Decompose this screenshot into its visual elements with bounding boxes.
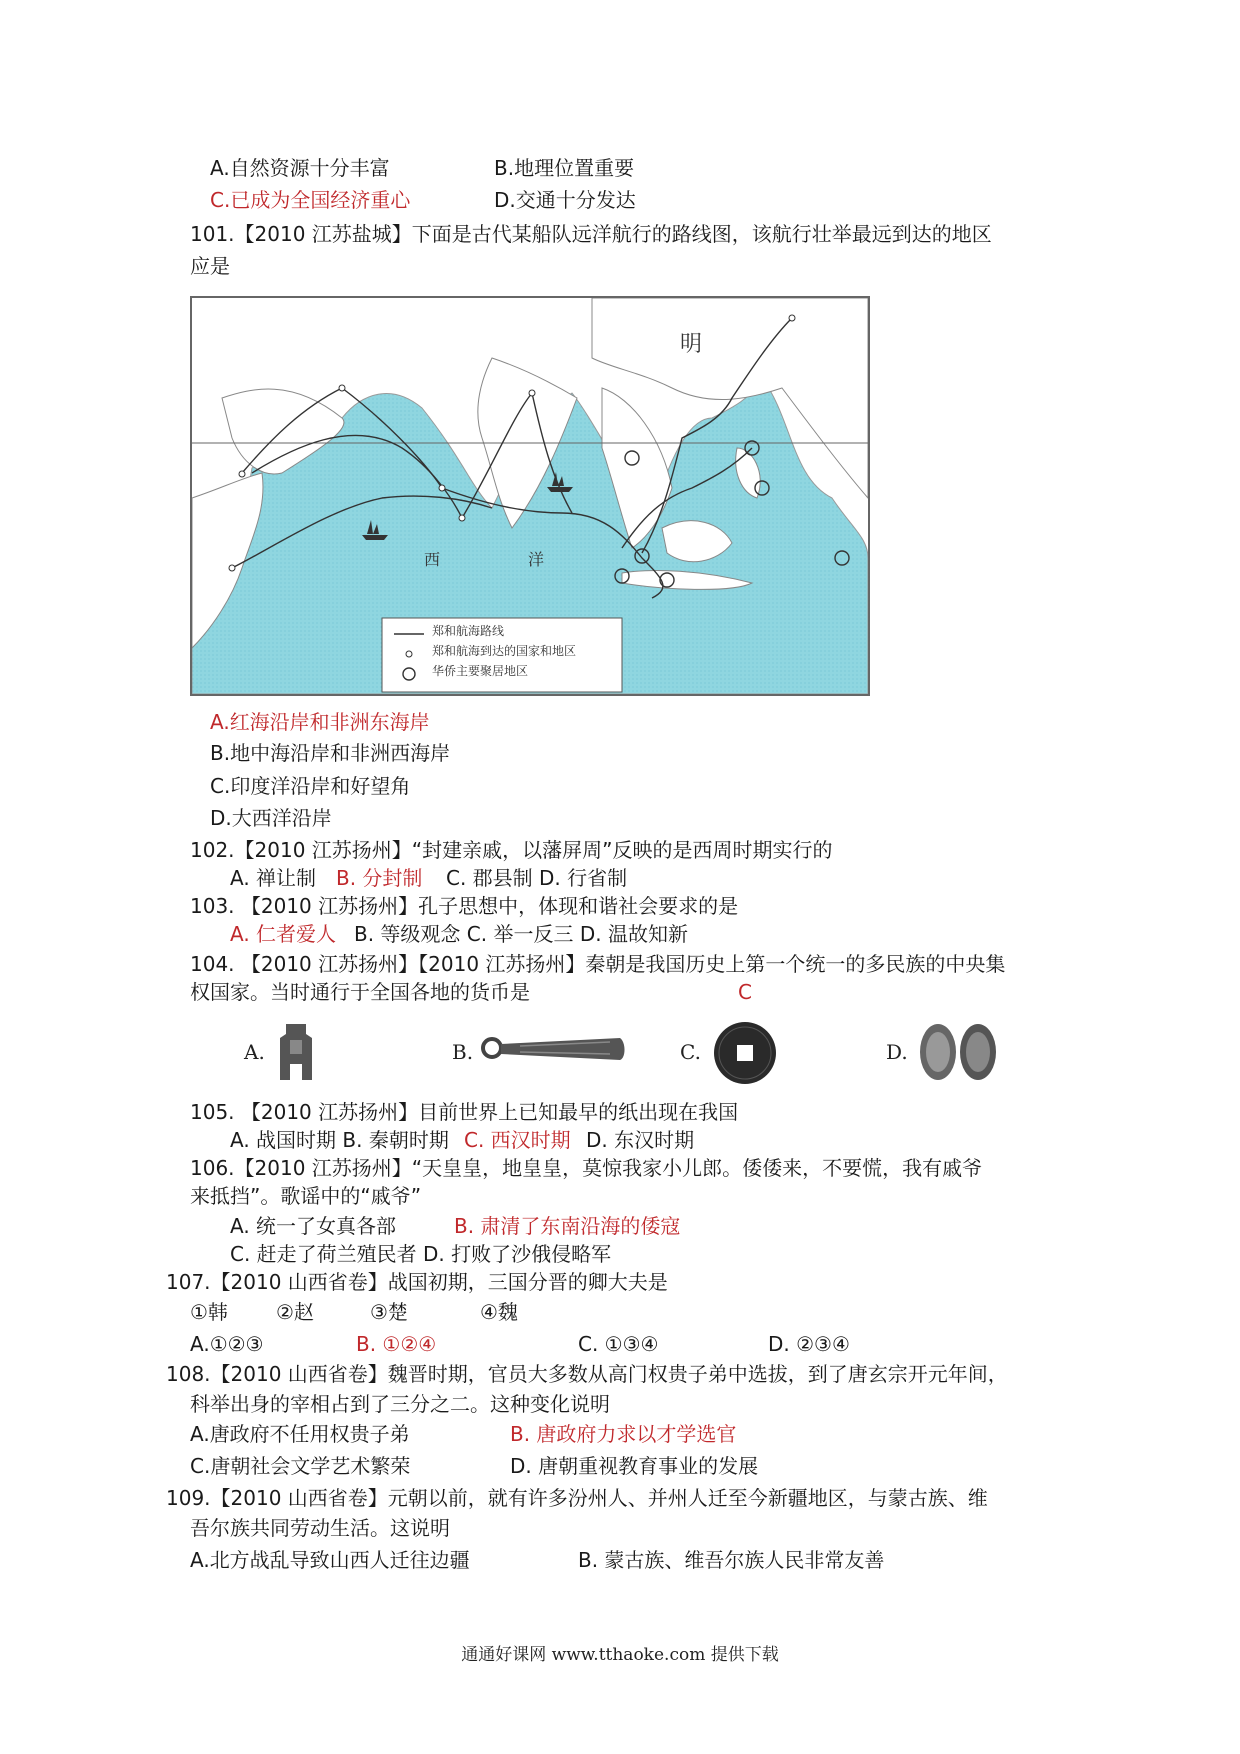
- q101-stem-line2: 应是: [190, 254, 230, 278]
- q103-stem: 103. 【2010 江苏扬州】孔子思想中，体现和谐社会要求的是: [190, 894, 739, 918]
- q105-option-d: D. 东汉时期: [586, 1128, 695, 1152]
- q109-stem-line1: 109.【2010 山西省卷】元朝以前，就有许多汾州人、并州人迁至今新疆地区，与蒙古族、维: [166, 1486, 988, 1510]
- q107-item-3: ③楚: [370, 1300, 408, 1324]
- q109-stem-line2: 吾尔族共同劳动生活。这说明: [190, 1516, 450, 1540]
- knife-coin-image: [480, 1028, 630, 1068]
- q102-option-a: A. 禅让制: [230, 866, 317, 890]
- voyage-map-svg: [192, 298, 868, 694]
- q101-option-d: D.大西洋沿岸: [210, 806, 332, 830]
- q108-option-b: B. 唐政府力求以才学选官: [510, 1422, 737, 1446]
- q104-stem-line1: 104. 【2010 江苏扬州】【2010 江苏扬州】秦朝是我国历史上第一个统一的多民族的中央集: [190, 952, 1006, 976]
- q107-option-b: B. ①②④: [356, 1332, 437, 1356]
- legend-route-label: 郑和航海路线: [432, 624, 505, 638]
- q102-option-b: B. 分封制: [336, 866, 423, 890]
- q107-option-a: A.①②③: [190, 1332, 264, 1356]
- q105-options-ab: A. 战国时期 B. 秦朝时期: [230, 1128, 449, 1152]
- q107-item-4: ④魏: [480, 1300, 518, 1324]
- spade-coin-image: [276, 1020, 316, 1084]
- q109-option-b: B. 蒙古族、维吾尔族人民非常友善: [578, 1548, 885, 1572]
- legend-reached-label: 郑和航海到达的国家和地区: [432, 644, 577, 658]
- q101-stem-line1: 101.【2010 江苏盐城】下面是古代某船队远洋航行的路线图，该航行壮举最远到达的地区: [190, 222, 992, 246]
- oval-coins-image: [916, 1020, 1002, 1084]
- map-label-west: 西: [424, 550, 441, 569]
- q106-stem-line1: 106.【2010 江苏扬州】“天皇皇，地皇皇，莫惊我家小儿郎。倭倭来，不要慌，我有戚爷: [190, 1156, 983, 1180]
- q101-option-c: C.印度洋沿岸和好望角: [210, 774, 411, 798]
- zheng-he-voyage-map: [190, 296, 870, 696]
- q108-stem-line2: 科举出身的宰相占到了三分之二。这种变化说明: [190, 1392, 610, 1416]
- q108-option-c: C.唐朝社会文学艺术繁荣: [190, 1454, 411, 1478]
- q104-stem-line2: 权国家。当时通行于全国各地的货币是: [190, 980, 530, 1004]
- q107-stem: 107.【2010 山西省卷】战国初期，三国分晋的卿大夫是: [166, 1270, 668, 1294]
- q106-option-b: B. 肃清了东南沿海的倭寇: [454, 1214, 681, 1238]
- q104-answer: C: [738, 980, 752, 1004]
- q104-option-a-label: A.: [244, 1040, 265, 1064]
- q105-option-c: C. 西汉时期: [464, 1128, 571, 1152]
- q105-stem: 105. 【2010 江苏扬州】目前世界上已知最早的纸出现在我国: [190, 1100, 739, 1124]
- q100-option-a: A.自然资源十分丰富: [210, 156, 390, 180]
- q108-option-d: D. 唐朝重视教育事业的发展: [510, 1454, 759, 1478]
- q107-option-c: C. ①③④: [578, 1332, 659, 1356]
- q104-option-c-label: C.: [680, 1040, 701, 1064]
- q107-item-2: ②赵: [276, 1300, 314, 1324]
- map-label-ming: 明: [680, 332, 703, 357]
- q102-option-cd: C. 郡县制 D. 行省制: [446, 866, 628, 890]
- map-label-ocean: 洋: [528, 550, 545, 569]
- page-footer: 通通好课网 www.tthaoke.com 提供下载: [461, 1645, 779, 1665]
- q100-option-b: B.地理位置重要: [494, 156, 635, 180]
- q108-option-a: A.唐政府不任用权贵子弟: [190, 1422, 410, 1446]
- q104-option-d-label: D.: [886, 1040, 908, 1064]
- q106-options-cd: C. 赶走了荷兰殖民者 D. 打败了沙俄侵略军: [230, 1242, 612, 1266]
- q104-option-b-label: B.: [452, 1040, 474, 1064]
- q106-option-a: A. 统一了女真各部: [230, 1214, 397, 1238]
- q100-option-c: C.已成为全国经济重心: [210, 188, 411, 212]
- q102-stem: 102.【2010 江苏扬州】“封建亲戚，以藩屏周”反映的是西周时期实行的: [190, 838, 833, 862]
- q107-item-1: ①韩: [190, 1300, 228, 1324]
- q103-options-rest: B. 等级观念 C. 举一反三 D. 温故知新: [354, 922, 688, 946]
- q107-option-d: D. ②③④: [768, 1332, 850, 1356]
- round-coin-image: [712, 1020, 778, 1086]
- q108-stem-line1: 108.【2010 山西省卷】魏晋时期，官员大多数从高门权贵子弟中选拔，到了唐玄宗开元年间，: [166, 1362, 1008, 1386]
- legend-chinese-label: 华侨主要聚居地区: [432, 664, 529, 678]
- q101-option-a: A.红海沿岸和非洲东海岸: [210, 710, 430, 734]
- q103-option-a: A. 仁者爱人: [230, 922, 337, 946]
- q100-option-d: D.交通十分发达: [494, 188, 636, 212]
- q106-stem-line2: 来抵挡”。歌谣中的“戚爷”: [190, 1184, 422, 1208]
- q101-option-b: B.地中海沿岸和非洲西海岸: [210, 741, 451, 765]
- q109-option-a: A.北方战乱导致山西人迁往边疆: [190, 1548, 470, 1572]
